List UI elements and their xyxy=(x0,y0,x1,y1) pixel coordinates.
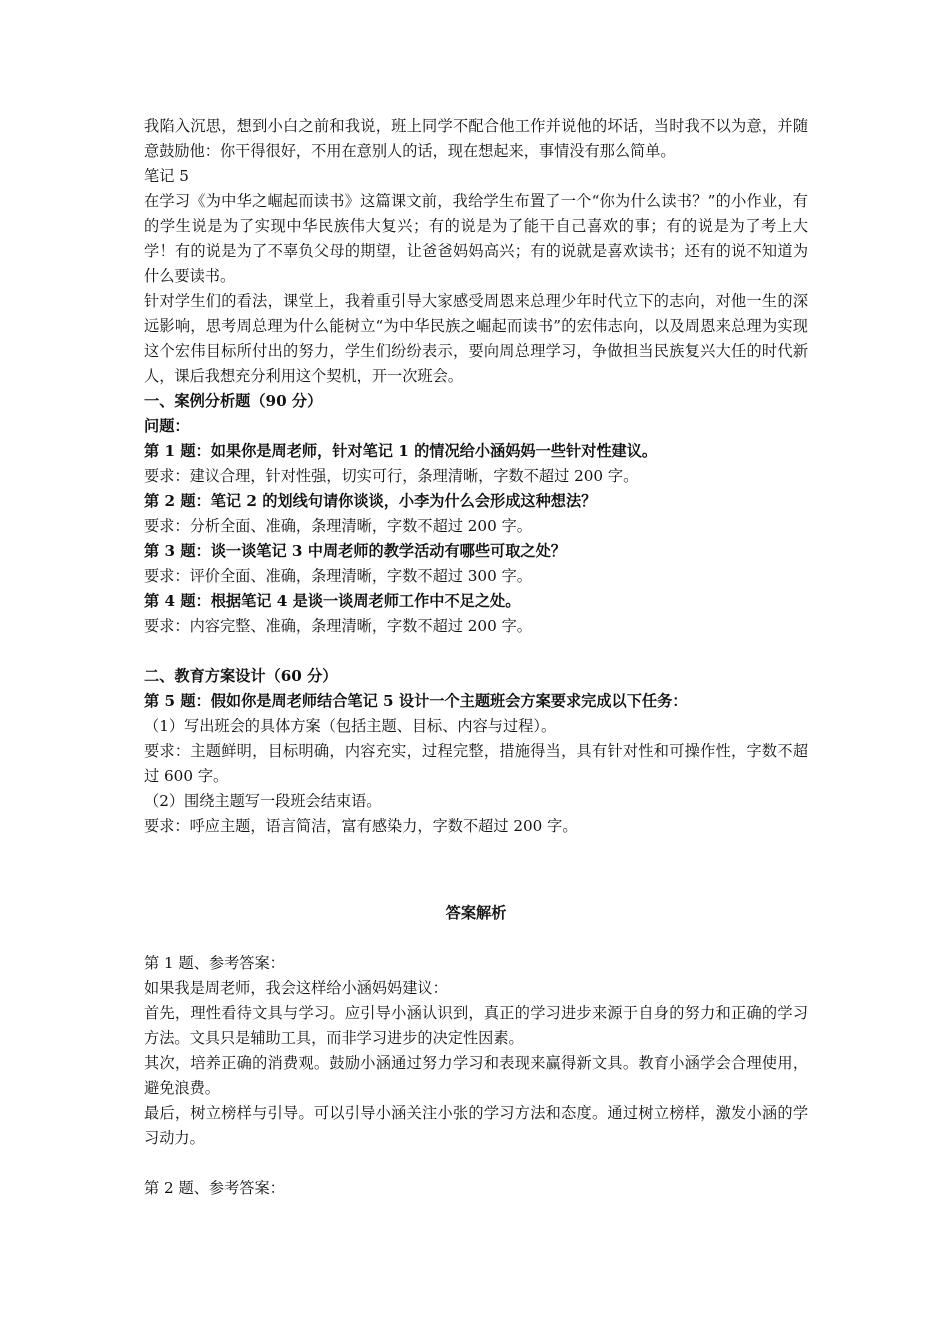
spacer xyxy=(144,639,808,664)
question-3-requirement: 要求：评价全面、准确，条理清晰，字数不超过 300 字。 xyxy=(144,567,532,585)
question-3: 第 3 题：谈一谈笔记 3 中周老师的教学活动有哪些可取之处？ xyxy=(144,542,566,560)
task-1-requirement: 要求：主题鲜明，目标明确，内容充实，过程完整，措施得当，具有针对性和可操作性，字数不超过 600 字。 xyxy=(144,742,808,785)
note5-paragraph-2: 针对学生们的看法，课堂上，我着重引导大家感受周恩来总理少年时代立下的志向，对他一生的深远影响，思考周总理为什么能树立“为中华民族之崛起而读书”的宏伟志向，以及周恩来总理为实现这个宏伟目标所付出的努力，学生们纷纷表示，要向周总理学习，争做担当民族复兴大任的时代新人，课后我想充分利用这个契机，开一次班会。 xyxy=(144,292,808,385)
spacer xyxy=(144,839,808,901)
question-4: 第 4 题：根据笔记 4 是谈一谈周老师工作中不足之处。 xyxy=(144,592,521,610)
question-2: 第 2 题：笔记 2 的划线句请你谈谈，小李为什么会形成这种想法？ xyxy=(144,492,597,510)
question-1: 第 1 题：如果你是周老师，针对笔记 1 的情况给小涵妈妈一些针对性建议。 xyxy=(144,442,658,460)
answer-1-intro: 如果我是周老师，我会这样给小涵妈妈建议： xyxy=(144,979,448,997)
question-5: 第 5 题：假如你是周老师结合笔记 5 设计一个主题班会方案要求完成以下任务： xyxy=(144,692,688,710)
spacer xyxy=(144,926,808,951)
answer-1-point-1: 首先，理性看待文具与学习。应引导小涵认识到，真正的学习进步来源于自身的努力和正确的学习方法。文具只是辅助工具，而非学习进步的决定性因素。 xyxy=(144,1004,808,1047)
spacer xyxy=(144,1151,808,1176)
question-4-requirement: 要求：内容完整、准确，条理清晰，字数不超过 200 字。 xyxy=(144,617,532,635)
question-2-requirement: 要求：分析全面、准确，条理清晰，字数不超过 200 字。 xyxy=(144,517,532,535)
answer-1-label: 第 1 题、参考答案： xyxy=(144,954,285,972)
section2-heading: 二、教育方案设计（60 分） xyxy=(144,667,338,685)
answer-1-point-2: 其次，培养正确的消费观。鼓励小涵通过努力学习和表现来赢得新文具。教育小涵学会合理使用，避免浪费。 xyxy=(144,1054,808,1097)
document-page xyxy=(144,114,808,1201)
note5-paragraph-1: 在学习《为中华之崛起而读书》这篇课文前，我给学生布置了一个“你为什么读书？”的小作业，有的学生说是为了实现中华民族伟大复兴；有的说是为了能干自己喜欢的事；有的说是为了考上大学！有的说是为了不辜负父母的期望，让爸爸妈妈高兴；有的说就是喜欢读书；还有的说不知道为什么要读书。 xyxy=(144,192,808,285)
section1-heading: 一、案例分析题（90 分） xyxy=(144,392,323,410)
note4-paragraph: 我陷入沉思，想到小白之前和我说，班上同学不配合他工作并说他的坏话，当时我不以为意，并随意鼓励他：你干得很好，不用在意别人的话，现在想起来，事情没有那么简单。 xyxy=(144,117,808,160)
questions-label: 问题： xyxy=(144,417,190,435)
task-2: （2）围绕主题写一段班会结束语。 xyxy=(144,792,382,810)
question-1-requirement: 要求：建议合理，针对性强，切实可行，条理清晰，字数不超过 200 字。 xyxy=(144,467,639,485)
answer-1-point-3: 最后，树立榜样与引导。可以引导小涵关注小张的学习方法和态度。通过树立榜样，激发小涵的学习动力。 xyxy=(144,1104,808,1147)
task-1: （1）写出班会的具体方案（包括主题、目标、内容与过程）。 xyxy=(144,717,557,735)
task-2-requirement: 要求：呼应主题，语言简洁，富有感染力，字数不超过 200 字。 xyxy=(144,817,578,835)
answer-2-label: 第 2 题、参考答案： xyxy=(144,1179,285,1197)
answers-title: 答案解析 xyxy=(445,904,507,922)
note5-title: 笔记 5 xyxy=(144,167,189,185)
